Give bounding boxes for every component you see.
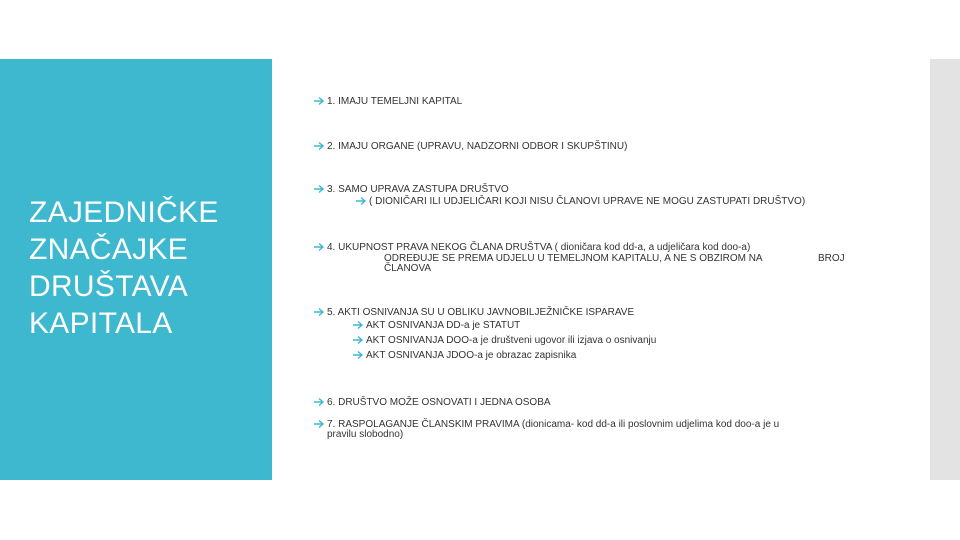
list-item: 3. SAMO UPRAVA ZASTUPA DRUŠTVO xyxy=(327,184,509,195)
list-item: 4. UKUPNOST PRAVA NEKOG ČLANA DRUŠTVA ( dioničara kod dd-a, a udjeličara kod doo-a) xyxy=(327,242,751,253)
title-line: DRUŠTAVA xyxy=(29,270,189,303)
list-item-continuation: BROJ xyxy=(818,253,845,264)
title-line: ZNAČAJKE xyxy=(29,233,189,266)
sub-list-item: ( DIONIČARI ILI UDJELIČARI KOJI NISU ČLANOVI UPRAVE NE MOGU ZASTUPATI DRUŠTVO) xyxy=(369,196,806,207)
list-item: 1. IMAJU TEMELJNI KAPITAL xyxy=(327,96,463,107)
sub-list-item: AKT OSNIVANJA DD-a je STATUT xyxy=(366,320,521,331)
title-line: ZAJEDNIČKE xyxy=(29,196,219,229)
list-item: 5. AKTI OSNIVANJA SU U OBLIKU JAVNOBILJEŽNIČKE ISPARAVE xyxy=(327,307,635,318)
sub-list-item: AKT OSNIVANJA JDOO-a je obrazac zapisnika xyxy=(366,350,577,361)
list-item: 7. RASPOLAGANJE ČLANSKIM PRAVIMA (dionicama- kod dd-a ili poslovnim udjelima kod doo-a je u xyxy=(327,419,780,430)
sub-list-item: AKT OSNIVANJA DOO-a je društveni ugovor ili izjava o osnivanju xyxy=(366,335,657,346)
list-item-continuation: ODREĐUJE SE PREMA UDJELU U TEMELJNOM KAPITALU, A NE S OBZIROM NA xyxy=(384,253,763,264)
list-item: 6. DRUŠTVO MOŽE OSNOVATI I JEDNA OSOBA xyxy=(327,397,551,408)
arrow-bullet-icon xyxy=(352,320,364,330)
arrow-bullet-icon xyxy=(313,242,325,252)
arrow-bullet-icon xyxy=(313,184,325,194)
arrow-bullet-icon xyxy=(352,335,364,345)
title-line: KAPITALA xyxy=(29,307,173,340)
arrow-bullet-icon xyxy=(313,397,325,407)
arrow-bullet-icon xyxy=(352,350,364,360)
list-item-continuation: pravilu slobodno) xyxy=(327,429,404,440)
arrow-bullet-icon xyxy=(355,196,367,206)
list-item: 2. IMAJU ORGANE (UPRAVU, NADZORNI ODBOR I SKUPŠTINU) xyxy=(327,141,628,152)
list-item-continuation: ČLANOVA xyxy=(384,263,432,274)
arrow-bullet-icon xyxy=(313,307,325,317)
arrow-bullet-icon xyxy=(313,419,325,429)
arrow-bullet-icon xyxy=(313,141,325,151)
arrow-bullet-icon xyxy=(313,96,325,106)
